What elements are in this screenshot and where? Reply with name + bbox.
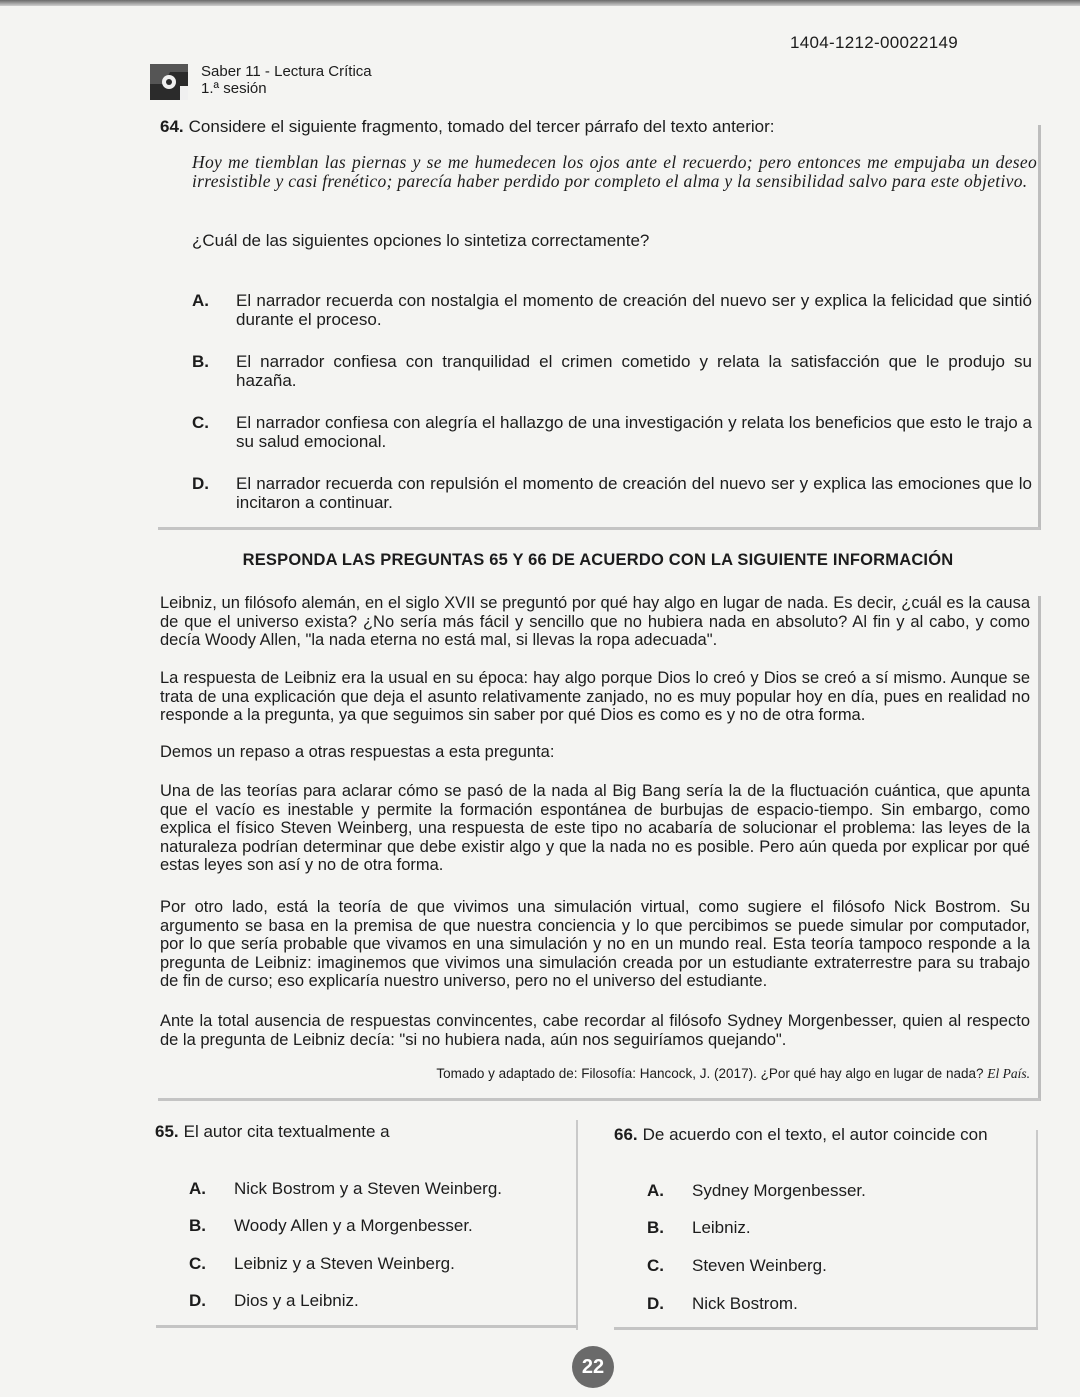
source-citation [400, 1066, 1030, 1082]
option-letter: B. [647, 1218, 664, 1237]
question-64-option-d[interactable] [192, 474, 1032, 512]
passage-box-bottom [158, 1098, 1040, 1101]
question-64-prompt: Considere el siguiente fragmento, tomado del tercer párrafo del texto anterior: [188, 117, 775, 136]
question-66-option-c[interactable] [647, 1256, 827, 1276]
option-letter: B. [189, 1216, 206, 1235]
question-65-option-b[interactable] [189, 1216, 473, 1236]
question-65-option-a[interactable] [189, 1179, 502, 1199]
page-number: 22 [572, 1346, 614, 1388]
booklet-code: 1404-1212-00022149 [790, 33, 958, 52]
question-66-prompt: De acuerdo con el texto, el autor coincide con [642, 1125, 988, 1144]
option-letter: A. [192, 291, 209, 310]
option-text: El narrador recuerda con nostalgia el momento de creación del nuevo ser y explica la felicidad que sintió durante el proceso. [236, 291, 1032, 329]
passage-paragraph: Leibniz, un filósofo alemán, en el siglo XVII se preguntó por qué hay algo en lugar de nada. Es decir, ¿cuál es la causa de que el universo exista? ¿No sería más fácil y sencillo que no hubiera nada en absoluto? Al fin y al cabo, y como decía Woody Allen, "la nada eterna no está mal, si llevas la ropa adecuada". [160, 594, 1030, 650]
question-66-option-b[interactable] [647, 1218, 751, 1238]
option-text: Nick Bostrom y a Steven Weinberg. [234, 1179, 503, 1198]
question-65-option-d[interactable] [189, 1291, 359, 1311]
question-64-option-b[interactable] [192, 352, 1032, 390]
question-65-number: 65. [155, 1122, 179, 1141]
passage-paragraph: Demos un repaso a otras respuestas a esta pregunta: [160, 743, 555, 761]
source-publication: El País. [987, 1066, 1030, 1081]
passage-paragraph: Ante la total ausencia de respuestas convincentes, cabe recordar al filósofo Sydney Morgenbesser, quien al respecto de la pregunta de Leibniz decía: "si no hubiera nada, aún nos seguiríamos quejando". [160, 1012, 1030, 1049]
option-text: Dios y a Leibniz. [234, 1291, 359, 1310]
option-letter: C. [192, 413, 209, 432]
question-65-option-c[interactable] [189, 1254, 455, 1274]
question-66-box-bottom [614, 1327, 1038, 1330]
option-text: El narrador confiesa con tranquilidad el crimen cometido y relata la satisfacción que le produjo su hazaña. [236, 352, 1032, 390]
exam-session: 1.ª sesión [201, 80, 267, 97]
question-64-stem [160, 117, 775, 136]
option-letter: D. [192, 474, 209, 493]
option-text: Sydney Morgenbesser. [692, 1181, 866, 1200]
option-letter: D. [647, 1294, 664, 1313]
section-title: RESPONDA LAS PREGUNTAS 65 Y 66 DE ACUERDO CON LA SIGUIENTE INFORMACIÓN [242, 551, 954, 569]
option-letter: C. [189, 1254, 206, 1273]
question-65-box-bottom [156, 1325, 578, 1328]
passage-paragraph: Una de las teorías para aclarar cómo se pasó de la nada al Big Bang sería la de la fluctuación cuántica, que apunta que el vacío es inestable y permite la formación espontánea de burbujas de espacio-tiempo. Sin embargo, como explica el físico Steven Weinberg, una respuesta de este tipo no acabaría de solucionar el problema: las leyes de la naturaleza podrían determinar que debe existir algo y que la nada no es posible. Pero aún queda por explicar por qué estas leyes son así y no de otra forma. [160, 782, 1030, 875]
question-64-box-edge [1038, 125, 1041, 530]
question-66-box-edge [1036, 1130, 1038, 1330]
option-letter: A. [647, 1181, 664, 1200]
option-text: Nick Bostrom. [692, 1294, 798, 1313]
option-text: El narrador recuerda con repulsión el momento de creación del nuevo ser y explica las emociones que lo incitaron a continuar. [236, 474, 1032, 512]
option-text: Leibniz y a Steven Weinberg. [234, 1254, 455, 1273]
question-65-prompt: El autor cita textualmente a [183, 1122, 390, 1141]
option-text: Leibniz. [692, 1218, 751, 1237]
option-letter: B. [192, 352, 209, 371]
option-text: El narrador confiesa con alegría el hallazgo de una investigación y relata los beneficios que esto le trajo a su salud emocional. [236, 413, 1032, 451]
question-65-stem [155, 1122, 390, 1141]
question-64-question: ¿Cuál de las siguientes opciones lo sintetiza correctamente? [192, 231, 650, 250]
question-64-option-a[interactable] [192, 291, 1032, 329]
question-64-number: 64. [160, 117, 184, 136]
question-64-quote: Hoy me tiemblan las piernas y se me humedecen los ojos ante el recuerdo; pero entonces me empujaba un deseo irresistible y casi frenético; parecía haber perdido por completo el alma y la sensibilidad salvo para este objetivo. [192, 152, 1037, 191]
option-letter: C. [647, 1256, 664, 1275]
option-text: Woody Allen y a Morgenbesser. [234, 1216, 473, 1235]
option-letter: A. [189, 1179, 206, 1198]
source-prefix: Tomado y adaptado de: Filosofía: Hancock, J. (2017). ¿Por qué hay algo en lugar de nada? [436, 1066, 984, 1081]
passage-paragraph: Por otro lado, está la teoría de que vivimos una simulación virtual, como sugiere el filósofo Nick Bostrom. Su argumento se basa en la premisa de que nuestra conciencia y lo que percibimos se puede simular por computador, por lo que sería probable que vivamos en una simulación y no en un mundo real. Esta teoría tampoco responde a la pregunta de Leibniz: imaginemos que vivimos una simulación creada por un estudiante extraterrestre para su trabajo de fin de curso; eso explicaría nuestro universo, pero no el universo del estudiante. [160, 898, 1030, 991]
question-64-box-bottom [158, 527, 1040, 530]
question-66-option-a[interactable] [647, 1181, 866, 1201]
exam-header [201, 63, 372, 97]
passage-box-edge [1038, 596, 1041, 1101]
icfes-logo [150, 64, 188, 100]
exam-title: Saber 11 - Lectura Crítica [201, 63, 372, 80]
question-66-number: 66. [614, 1125, 638, 1144]
option-letter: D. [189, 1291, 206, 1310]
question-66-option-d[interactable] [647, 1294, 798, 1314]
question-64-option-c[interactable] [192, 413, 1032, 451]
page-top-edge [0, 0, 1080, 6]
question-65-box-edge [576, 1120, 578, 1330]
question-66-stem [614, 1125, 988, 1144]
option-text: Steven Weinberg. [692, 1256, 827, 1275]
passage-paragraph: La respuesta de Leibniz era la usual en su época: hay algo porque Dios lo creó y Dios se creó a sí mismo. Aunque se trata de una explicación que deja el asunto relativamente zanjado, no es muy popular hoy en día, pues en realidad no responde a la pregunta, ya que seguimos sin saber por qué Dios es como es y no de otra forma. [160, 669, 1030, 725]
